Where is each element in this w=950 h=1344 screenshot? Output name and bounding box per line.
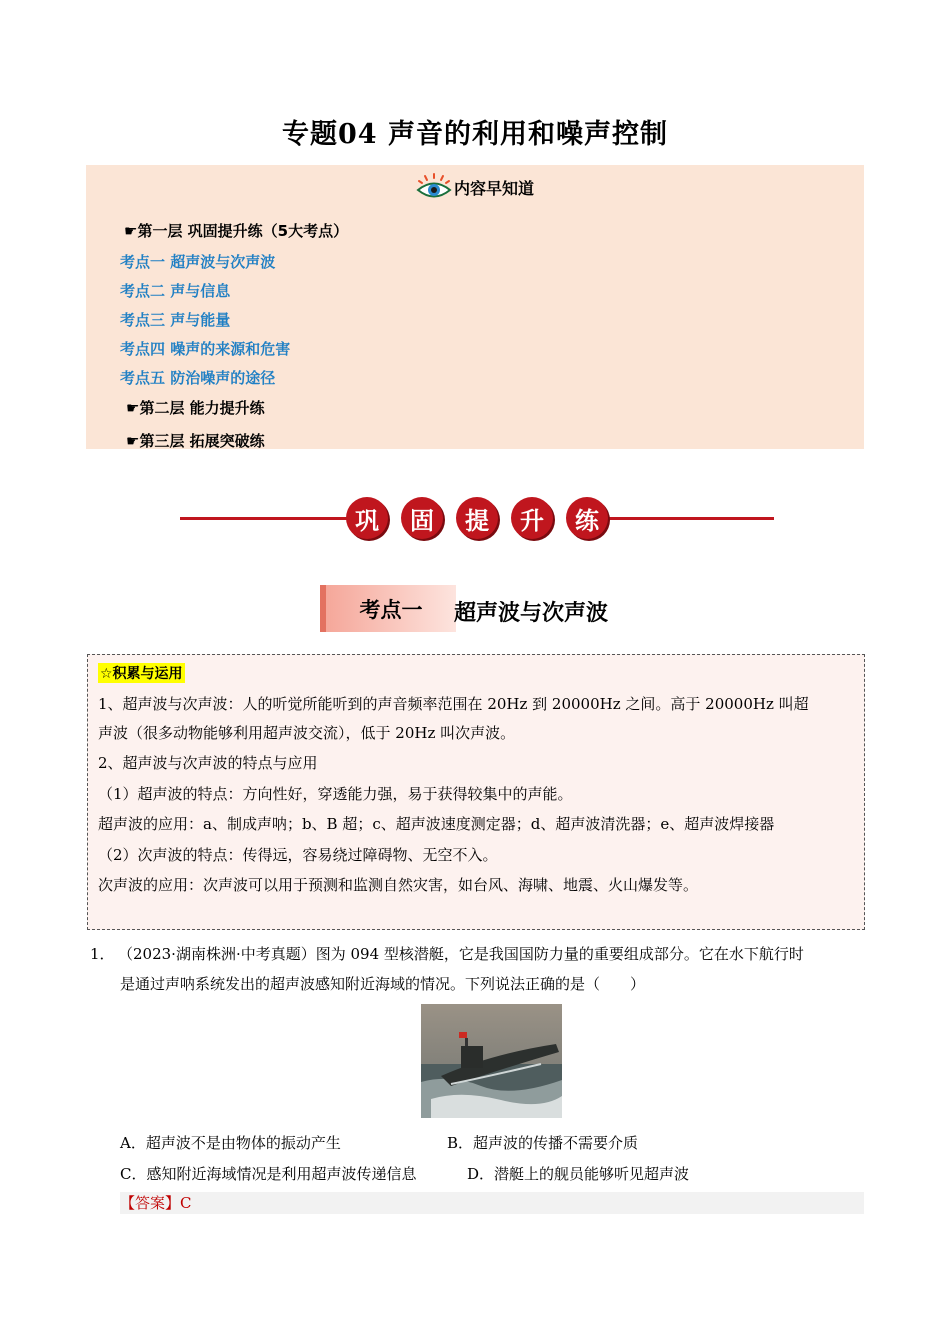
eye-icon	[416, 173, 452, 201]
toc-header	[86, 173, 864, 201]
banner-char: 升	[511, 497, 553, 539]
accumulate-label: ☆积累与运用	[98, 663, 185, 683]
submarine-picture	[421, 1004, 562, 1118]
option-d[interactable]: D．潜艇上的舰员能够听见超声波	[467, 1165, 690, 1183]
banner-line-left	[180, 517, 348, 520]
toc-topic-1[interactable]: 考点一 超声波与次声波	[120, 253, 276, 271]
toc-topic-4[interactable]: 考点四 噪声的来源和危害	[120, 340, 291, 358]
banner-char: 巩	[346, 497, 388, 539]
question-number: 1．	[90, 945, 115, 963]
banner-char: 提	[456, 497, 498, 539]
accumulate-line: 次声波的应用：次声波可以用于预测和监测自然灾害，如台风、海啸、地震、火山爆发等。	[98, 876, 699, 894]
option-b[interactable]: B．超声波的传播不需要介质	[447, 1134, 639, 1152]
submarine-image	[421, 1004, 562, 1118]
banner-line-right	[606, 517, 774, 520]
accumulate-line: 2、超声波与次声波的特点与应用	[98, 754, 318, 772]
question-stem-line1: （2023·湖南株洲·中考真题）图为 094 型核潜艇，它是我国国防力量的重要组成部分。它在水下航行时	[118, 945, 804, 963]
question-stem-line2: 是通过声呐系统发出的超声波感知附近海域的情况。下列说法正确的是（ ）	[120, 975, 646, 993]
page-title: 专题04 声音的利用和噪声控制	[282, 119, 668, 150]
toc-topic-5[interactable]: 考点五 防治噪声的途径	[120, 369, 276, 387]
banner-char: 固	[401, 497, 443, 539]
answer-bar	[120, 1192, 864, 1214]
accumulate-line: 1、超声波与次声波：人的听觉所能听到的声音频率范围在 20Hz 到 20000Hz 之间。高于 20000Hz 叫超	[98, 695, 809, 713]
toc-topic-3[interactable]: 考点三 声与能量	[120, 311, 231, 329]
kaodian-tag: 考点一	[320, 585, 456, 632]
toc-layer-1[interactable]: ☛第一层 巩固提升练（5大考点）	[124, 222, 349, 240]
option-a[interactable]: A．超声波不是由物体的振动产生	[120, 1134, 341, 1152]
accumulate-line: 超声波的应用：a、制成声呐；b、B 超；c、超声波速度测定器；d、超声波清洗器；e、超声波焊接器	[98, 815, 775, 833]
toc-topic-2[interactable]: 考点二 声与信息	[120, 282, 231, 300]
accumulate-line: （1）超声波的特点：方向性好，穿透能力强，易于获得较集中的声能。	[98, 785, 573, 803]
banner-char: 练	[566, 497, 608, 539]
option-c[interactable]: C．感知附近海域情况是利用超声波传递信息	[120, 1165, 417, 1183]
accumulate-line: （2）次声波的特点：传得远，容易绕过障碍物、无空不入。	[98, 846, 498, 864]
accumulate-line: 声波（很多动物能够利用超声波交流），低于 20Hz 叫次声波。	[98, 724, 516, 742]
accumulate-box	[87, 654, 865, 930]
toc-layer-2[interactable]: ☛第二层 能力提升练	[126, 399, 265, 417]
kaodian-title: 超声波与次声波	[454, 600, 609, 626]
toc-layer-3[interactable]: ☛第三层 拓展突破练	[126, 432, 265, 450]
toc-header-text: 内容早知道	[453, 178, 534, 198]
answer-text: 【答案】C	[120, 1194, 192, 1212]
toc-box	[86, 165, 864, 449]
section-banner	[180, 495, 774, 543]
